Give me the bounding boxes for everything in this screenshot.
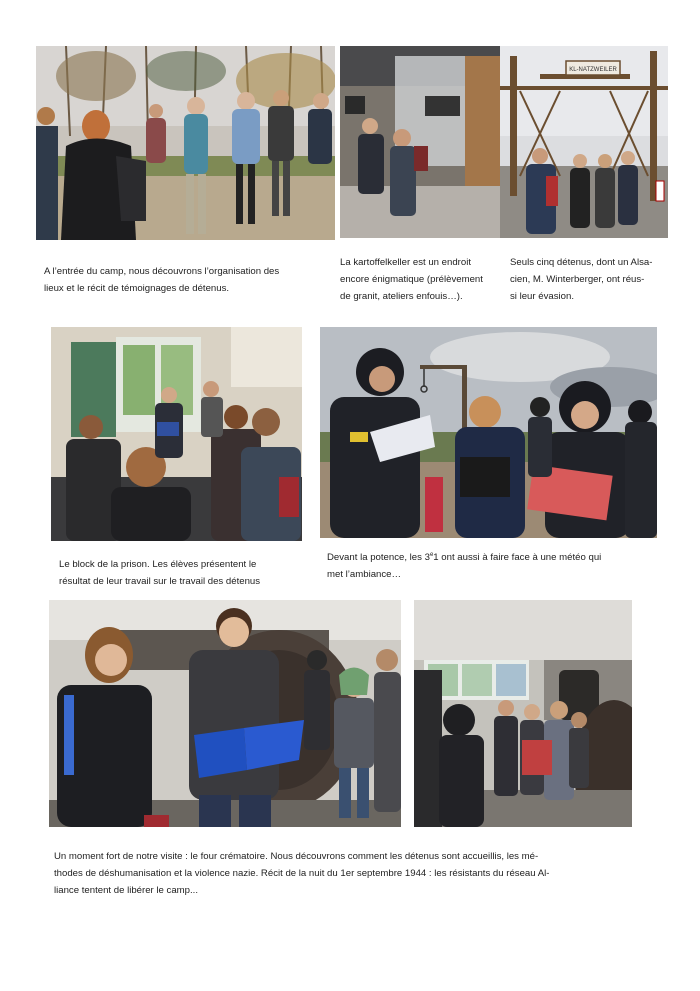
caption-line: Le block de la prison. Les élèves présentent le (59, 559, 257, 570)
photo-gallows (320, 327, 657, 538)
caption-prison (59, 556, 260, 590)
photo-crematorium (49, 600, 401, 827)
caption-line: A l’entrée du camp, nous découvrons l’organisation des (44, 266, 280, 277)
caption-line: La kartoffelkeller est un endroit (340, 257, 472, 268)
caption-kartoffelkeller (340, 254, 483, 305)
caption-line: encore énigmatique (prélèvement (340, 274, 483, 285)
caption-line: met l’ambiance… (327, 569, 402, 581)
caption-line: lieux et le récit de témoignages de détenus. (44, 283, 230, 294)
caption-line: liance tentent de libérer le camp... (54, 885, 198, 896)
caption-camp-entrance (44, 263, 279, 297)
caption-escape (510, 254, 652, 305)
photo-kartoffelkeller (340, 46, 500, 238)
caption-line: de granit, ateliers enfouis…). (340, 291, 463, 302)
caption-line: Seuls cinq détenus, dont un Alsa- (510, 257, 653, 268)
photo-prison-block (51, 327, 302, 541)
caption-text: 1 ont aussi à faire face à une météo qui (433, 552, 602, 564)
photo-crematorium-room (414, 600, 632, 827)
caption-text: Devant la potence, les 3 (327, 552, 430, 564)
caption-crematorium (54, 848, 549, 899)
caption-line: résultat de leur travail sur le travail des détenus (59, 576, 261, 587)
caption-superscript: e (429, 552, 434, 558)
gate-sign-text: KL-NATZWEILER (569, 67, 617, 73)
caption-line: Un moment fort de notre visite : le four crématoire. Nous découvrons comment les détenus sont accueillis, les mé- (54, 851, 539, 862)
caption-gallows (327, 547, 601, 583)
caption-line: si leur évasion. (510, 291, 574, 302)
caption-line (327, 547, 601, 566)
photo-camp-entrance (36, 46, 335, 240)
caption-line: cien, M. Winterberger, ont réus- (510, 274, 645, 285)
photo-camp-gate (500, 46, 668, 238)
caption-line: thodes de déshumanisation et la violence nazie. Récit de la nuit du 1er septembre 1944 : les résistants du réseau Al- (54, 868, 550, 879)
